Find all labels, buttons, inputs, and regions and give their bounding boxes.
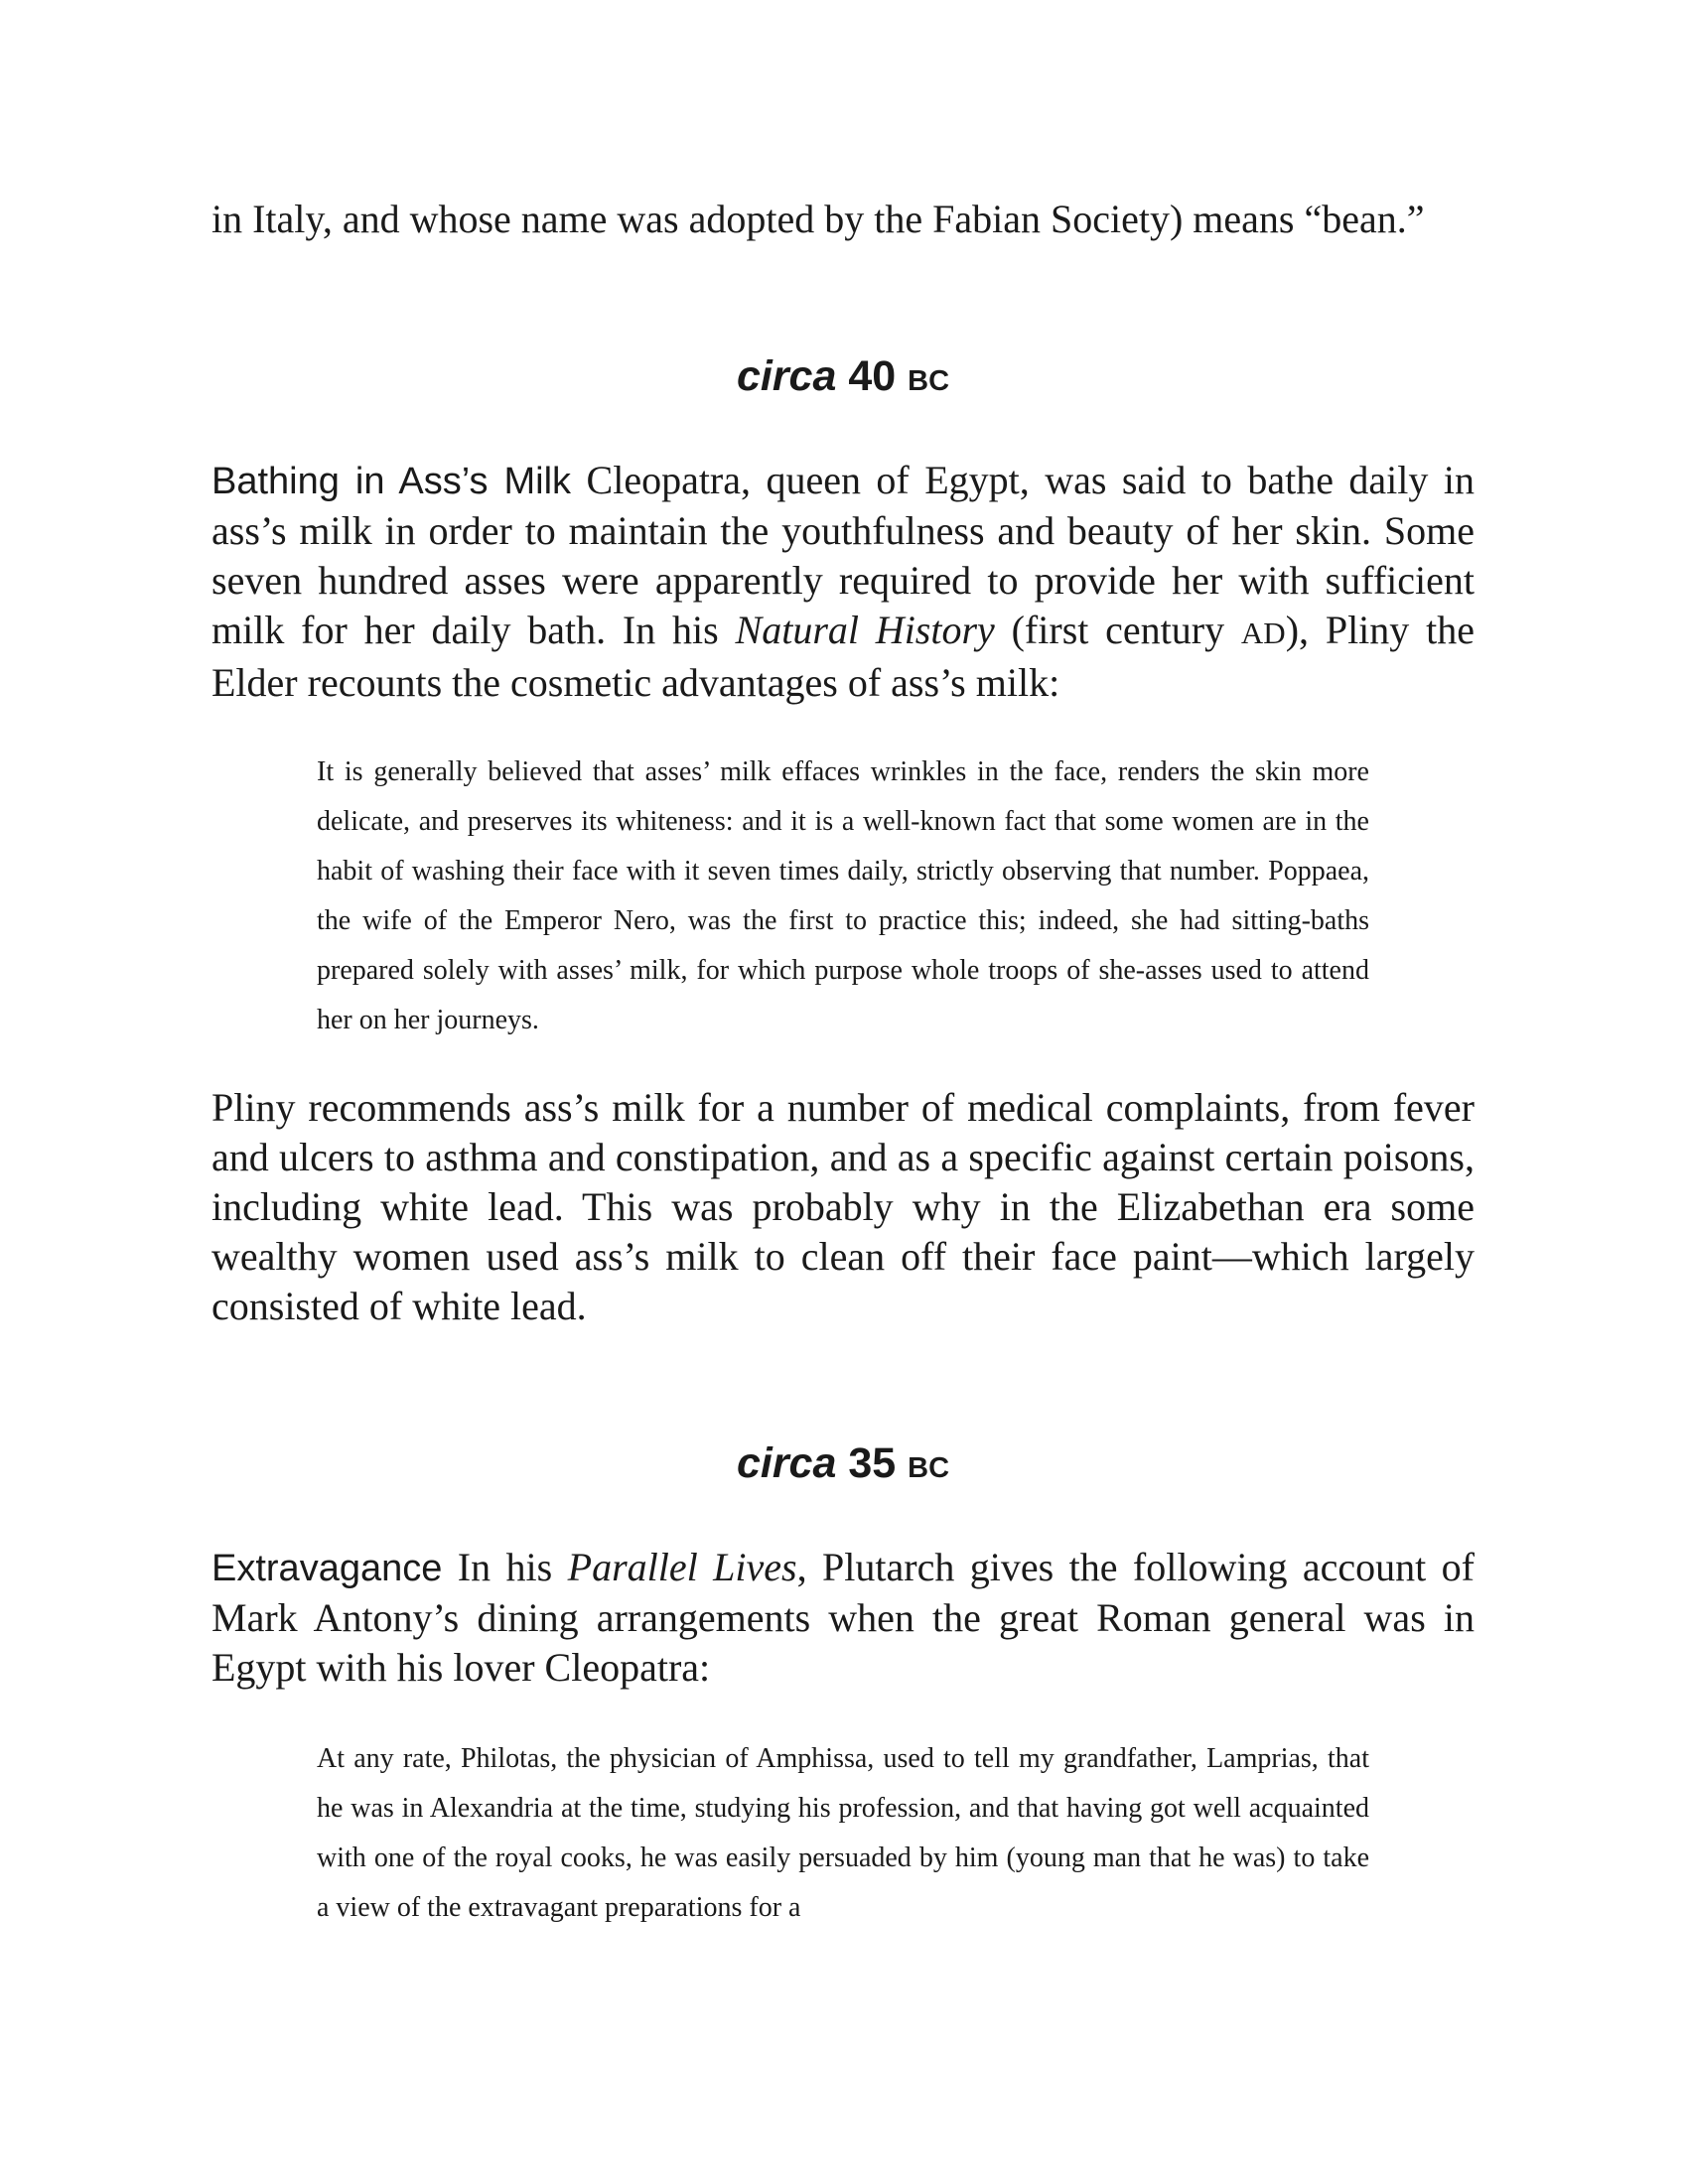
book-title-parallel-lives: Parallel Lives bbox=[567, 1545, 797, 1589]
entry-extravagance bbox=[211, 1543, 1475, 1693]
entry-text-a: In his bbox=[442, 1545, 568, 1589]
heading-era: BC bbox=[908, 365, 950, 397]
entry-text-c: ), Pliny the Elder recounts the cosmetic advantages of ass’s milk: bbox=[211, 608, 1475, 705]
heading-circa: circa bbox=[736, 352, 837, 400]
section-heading-35bc bbox=[211, 1438, 1475, 1493]
era-ad: AD bbox=[1240, 615, 1286, 650]
book-title-natural-history: Natural History bbox=[735, 608, 995, 652]
page bbox=[211, 195, 1475, 1933]
heading-circa: circa bbox=[736, 1439, 837, 1487]
block-quote-pliny: It is generally believed that asses’ milk effaces wrinkles in the face, renders the skin more delicate, and preserves its whiteness: and it is a well-known fact that some women are in the habit of washing their face with it seven times daily, strictly observing that number. Poppaea, the wife of the Emperor Nero, was the first to practice this; indeed, she had sitting-baths prepared solely with asses’ milk, for which purpose whole troops of she-asses used to attend her on her journeys. bbox=[317, 756, 1369, 1035]
intro-paragraph: in Italy, and whose name was adopted by the Fabian Society) means “bean.” bbox=[211, 197, 1425, 241]
heading-year: 35 bbox=[848, 1439, 897, 1487]
block-quote-plutarch: At any rate, Philotas, the physician of Amphissa, used to tell my grandfather, Lamprias, that he was in Alexandria at the time, studying his profession, and that having got well acquainted with one of the royal cooks, he was easily persuaded by him (young man that he was) to take a view of the extravagant preparations for a bbox=[317, 1743, 1369, 1923]
entry-text-a: Cleopatra, queen of Egypt, was said to bathe daily in ass’s milk in order to maintain the youthfulness and beauty of her skin. Some seven hundred asses were apparently required to provide her with sufficient milk for her daily bath. In his bbox=[211, 458, 1475, 652]
heading-era: BC bbox=[908, 1452, 950, 1484]
entry-text-b: , Plutarch gives the following account of Mark Antony’s dining arrangements when the great Roman general was in Egypt with his lover Cleopatra: bbox=[211, 1545, 1476, 1690]
entry-text-b: (first century bbox=[994, 608, 1241, 652]
paragraph-pliny-recommends: Pliny recommends ass’s milk for a number of medical complaints, from fever and ulcers to asthma and constipation, and as a specific against certain poisons, including white lead. This was probably why in the Elizabethan era some wealthy women used ass’s milk to clean off their face paint—which largely consisted of white lead. bbox=[211, 1085, 1475, 1328]
section-heading-40bc bbox=[211, 351, 1475, 406]
heading-year: 40 bbox=[848, 352, 897, 400]
entry-label-extravagance: Extravagance bbox=[211, 1548, 443, 1589]
entry-label-bathing: Bathing in Ass’s Milk bbox=[211, 461, 572, 502]
entry-bathing bbox=[211, 456, 1475, 708]
